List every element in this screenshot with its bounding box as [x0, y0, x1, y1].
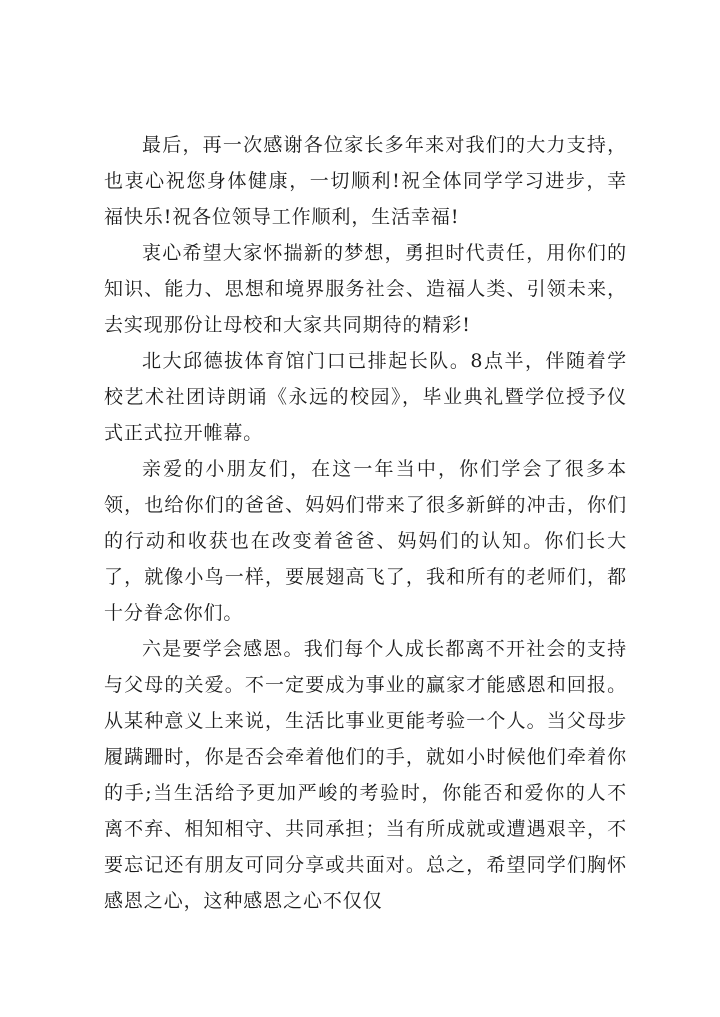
paragraph-closing-thanks: 最后，再一次感谢各位家长多年来对我们的大力支持，也衷心祝您身体健康，一切顺利!祝全体同学学习进步，幸福快乐!祝各位领导工作顺利，生活幸福!: [104, 134, 627, 228]
paragraph-hopes: 衷心希望大家怀揣新的梦想，勇担时代责任，用你们的知识、能力、思想和境界服务社会、造福人类、引领未来，去实现那份让母校和大家共同期待的精彩!: [104, 242, 627, 336]
paragraph-gratitude: 六是要学会感恩。我们每个人成长都离不开社会的支持与父母的关爱。不一定要成为事业的赢家才能感恩和回报。从某种意义上来说，生活比事业更能考验一个人。当父母步履蹒跚时，你是否会牵着他们的手，就如小时候他们牵着你的手;当生活给予更加严峻的考验时，你能否和爱你的人不离不弃、相知相守、共同承担；当有所成就或遭遇艰辛，不要忘记还有朋友可同分享或共面对。总之，希望同学们胸怀感恩之心，这种感恩之心不仅仅: [104, 638, 627, 912]
paragraph-ceremony: 北大邱德拔体育馆门口已排起长队。8点半，伴随着学校艺术社团诗朗诵《永远的校园》，毕业典礼暨学位授予仪式正式拉开帷幕。: [104, 350, 627, 444]
paragraph-children: 亲爱的小朋友们，在这一年当中，你们学会了很多本领，也给你们的爸爸、妈妈们带来了很多新鲜的冲击，你们的行动和收获也在改变着爸爸、妈妈们的认知。你们长大了，就像小鸟一样，要展翅高飞了，我和所有的老师们，都十分眷念你们。: [104, 458, 627, 624]
document-body: [104, 127, 627, 919]
